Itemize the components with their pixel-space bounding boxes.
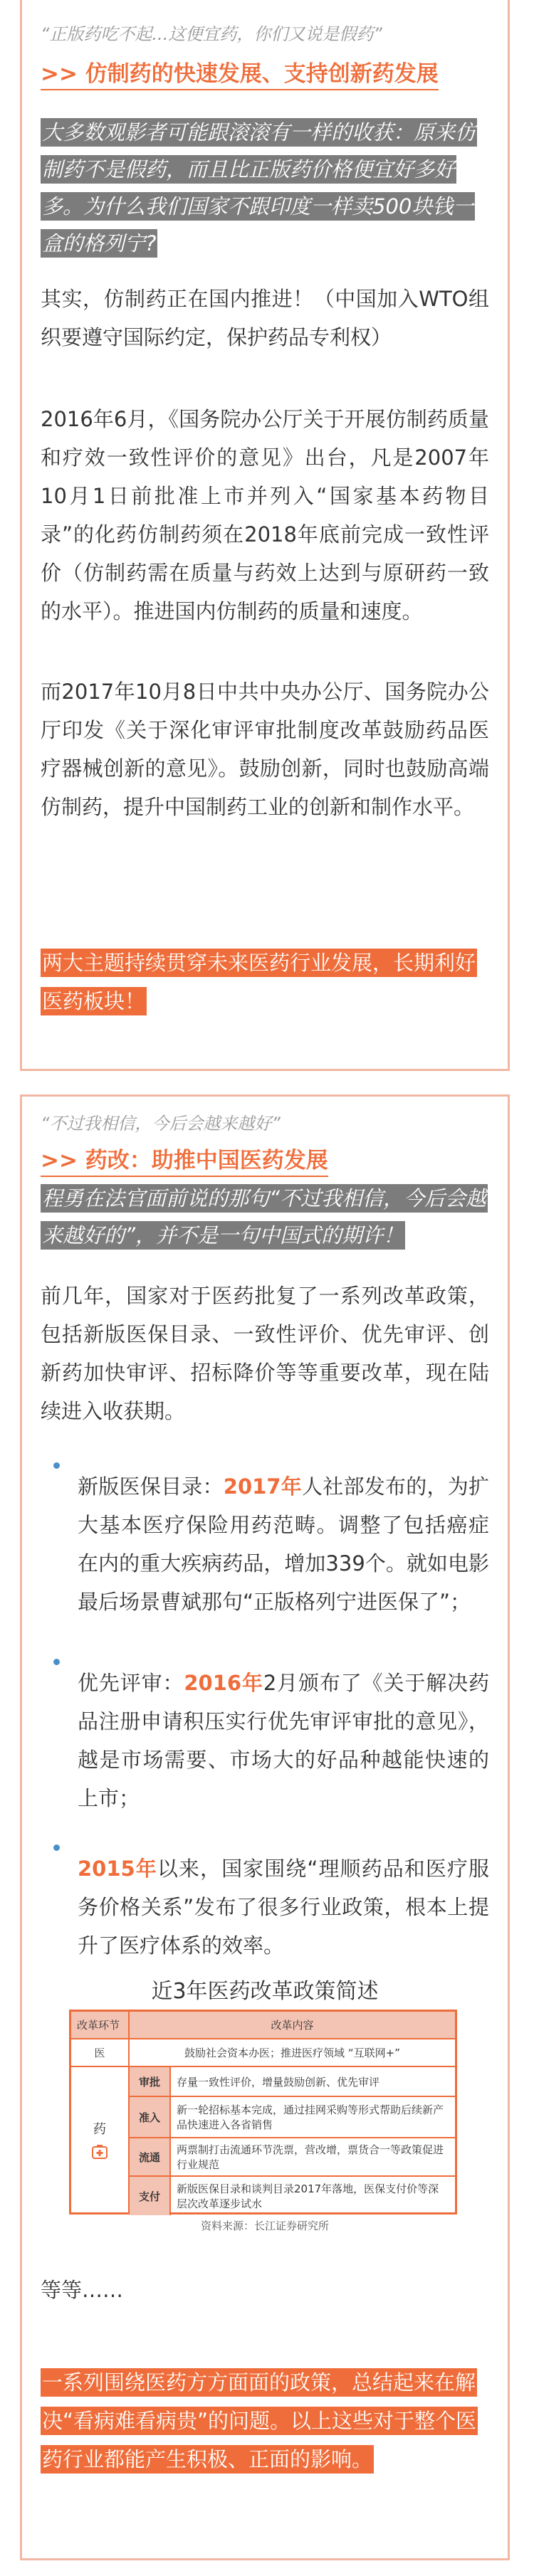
paragraph-1 bbox=[41, 1277, 489, 1430]
conclusion-span: 一系列围绕医药方方面面的政策，总结起来在解决“看病难看病贵”的问题。以上这些对于整个医药行业都能产生积极、正面的影响。 bbox=[41, 2368, 478, 2474]
quote-text: “不过我相信，今后会越来越好” bbox=[41, 1114, 281, 1134]
bullet-dot-icon bbox=[53, 1659, 60, 1665]
paragraph-text: 其实，仿制药正在国内推进！（中国加入WTO组织要遵守国际约定，保护药品专利权） bbox=[41, 287, 489, 349]
paragraph-1 bbox=[41, 280, 489, 357]
table-drug-block bbox=[71, 2067, 455, 2212]
table-cell-label: 审批 bbox=[130, 2067, 171, 2096]
table-title: 近3年医药改革政策简述 bbox=[151, 1979, 379, 2004]
bullet-text bbox=[78, 1849, 489, 1965]
bullet-year: 2017年 bbox=[223, 1474, 302, 1499]
paragraph-text: 前几年，国家对于医药批复了一系列改革政策，包括新版医保目录、一致性评价、优先审评、创新药加快审评、招标降价等等重要改革，现在陆续进入收获期。 bbox=[41, 1284, 489, 1423]
table-header-cell: 改革环节 bbox=[71, 2012, 130, 2038]
table-cell-content: 存量一致性评价，增量鼓励创新、优先审评 bbox=[177, 2075, 380, 2089]
paragraph-3 bbox=[41, 672, 489, 826]
table-row bbox=[130, 2097, 455, 2138]
bullet-dot-icon bbox=[53, 1462, 60, 1469]
conclusion-block bbox=[41, 944, 489, 1020]
medicine-box-icon bbox=[91, 2143, 108, 2160]
quote-text: “正版药吃不起...这便宜药，你们又说是假药” bbox=[41, 24, 382, 44]
drug-sub-rows bbox=[130, 2067, 455, 2215]
table-cell-content: 两票制打击流通环节洗票，营改增，票货合一等政策促进行业规范 bbox=[177, 2143, 444, 2171]
table-cell-label: 支付 bbox=[130, 2177, 171, 2215]
section-quote bbox=[41, 20, 489, 45]
table-drug-label bbox=[71, 2067, 130, 2212]
table-row bbox=[71, 2039, 455, 2067]
table-cell-label: 流通 bbox=[130, 2138, 171, 2175]
bullet-text bbox=[78, 1664, 489, 1817]
bullet-post: 2月颁布了《关于解决药品注册申请积压实行优先审评审批的意见》，越是市场需要、市场大的好品种越能快速的上市； bbox=[78, 1671, 489, 1810]
conclusion-span: 两大主题持续贯穿未来医药行业发展，长期利好医药板块！ bbox=[41, 949, 477, 1015]
paragraph-2 bbox=[41, 400, 489, 630]
conclusion-text bbox=[41, 944, 489, 1020]
policy-table bbox=[69, 2010, 457, 2215]
section-heading: >> 药改：助推中国医药发展 bbox=[41, 1142, 328, 1177]
bullet-item bbox=[41, 1829, 489, 1985]
paragraph-text: 而2017年10月8日中共中央办公厅、国务院办公厅印发《关于深化审评审批制度改革鼓励药品医疗器械创新的意见》。鼓励创新，同时也鼓励高端仿制药，提升中国制药工业的创新和制作水平。 bbox=[41, 680, 489, 819]
highlight-block bbox=[41, 1180, 489, 1254]
section-card-generic-drugs bbox=[20, 0, 510, 1071]
highlight-span: 大多数观影者可能跟滚滚有一样的收获：原来仿制药不是假药，而且比正版药价格便宜好多好多。为什么我们国家不跟印度一样卖500块钱一盒的格列宁? bbox=[41, 118, 477, 258]
bullet-item bbox=[41, 1643, 489, 1838]
table-cell-label: 准入 bbox=[130, 2097, 171, 2137]
bullet-dot-icon bbox=[53, 1844, 60, 1851]
drug-label-text: 药 bbox=[93, 2122, 106, 2137]
table-row bbox=[130, 2067, 455, 2097]
bullet-pre: 新版医保目录： bbox=[78, 1474, 224, 1499]
table-cell-content: 鼓励社会资本办医；推进医疗领域 “互联网+” bbox=[184, 2047, 400, 2059]
section-card-drug-reform bbox=[20, 1094, 510, 2560]
highlight-text bbox=[41, 114, 489, 262]
section-heading: >> 仿制药的快速发展、支持创新药发展 bbox=[41, 56, 439, 90]
paragraph-text: 2016年6月，《国务院办公厅关于开展仿制药质量和疗效一致性评价的意见》出台，凡是2007年10月1日前批准上市并列入“国家基本药物目录”的化药仿制药须在2018年底前完成一致性评价（仿制药需在质量与药效上达到与原研药一致的水平）。推进国内仿制药的质量和速度。 bbox=[41, 407, 489, 623]
highlight-text bbox=[41, 1180, 489, 1254]
section-heading-wrap bbox=[41, 56, 489, 90]
bullet-text bbox=[78, 1467, 489, 1621]
bullet-pre: 优先评审： bbox=[78, 1671, 184, 1695]
table-cell-content: 新版医保目录和谈判目录2017年落地，医保支付价等深层次改革逐步试水 bbox=[177, 2182, 439, 2210]
bullet-post: 以来，国家围绕“理顺药品和医疗服务价格关系”发布了很多行业政策，根本上提升了医疗体系的效率。 bbox=[78, 1857, 490, 1958]
bullet-post: 人社部发布的，为扩大基本医疗保险用药范畴。调整了包括癌症在内的重大疾病药品，增加339个。就如电影最后场景曹斌那句“正版格列宁进医保了”； bbox=[78, 1474, 489, 1614]
highlight-span: 程勇在法官面前说的那句“不过我相信，今后会越来越好的”，并不是一句中国式的期许！ bbox=[41, 1184, 488, 1250]
bullet-year: 2015年 bbox=[78, 1857, 157, 1881]
conclusion-text bbox=[41, 2363, 489, 2479]
table-header-row bbox=[71, 2012, 455, 2039]
bullet-item bbox=[41, 1447, 489, 1642]
table-row bbox=[130, 2138, 455, 2177]
table-cell-content: 新一轮招标基本完成，通过挂网采购等形式帮助后续新产品快速进入各省销售 bbox=[177, 2103, 444, 2131]
conclusion-block bbox=[41, 2363, 489, 2479]
bullet-year: 2016年 bbox=[184, 1671, 263, 1695]
table-source: 资料来源：长江证券研究所 bbox=[200, 2219, 329, 2232]
section-heading-wrap bbox=[41, 1142, 489, 1177]
table-header-cell: 改革内容 bbox=[130, 2012, 455, 2038]
highlight-block bbox=[41, 114, 489, 262]
etc-line bbox=[41, 2271, 489, 2309]
table-cell-label: 医 bbox=[71, 2039, 130, 2066]
section-quote bbox=[41, 1109, 489, 1134]
table-row bbox=[130, 2177, 455, 2215]
etc-text: 等等…… bbox=[41, 2278, 124, 2302]
